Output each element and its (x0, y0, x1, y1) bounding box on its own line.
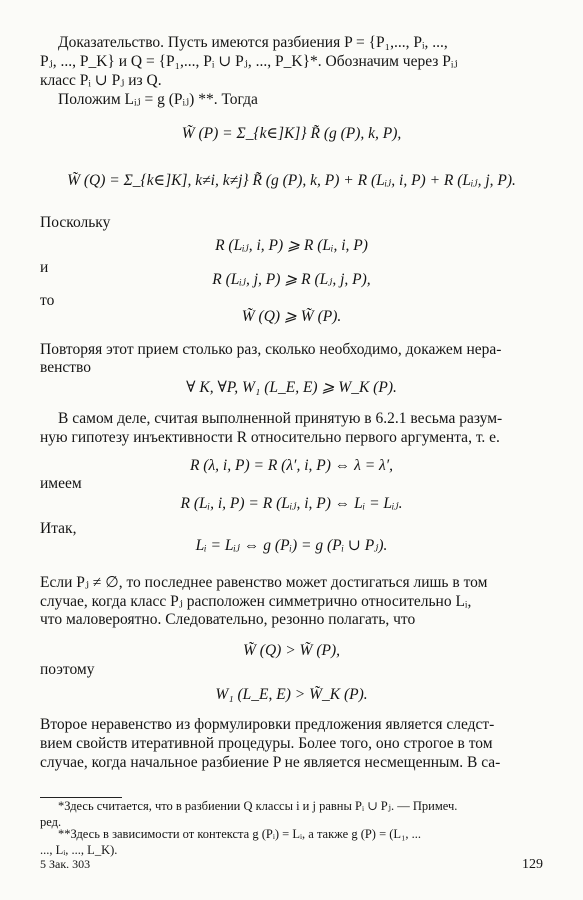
text-line: класс Pᵢ ∪ Pⱼ из Q. (40, 72, 162, 89)
text-line: имеем (40, 475, 82, 492)
text-line: Второе неравенство из формулировки предложения является следст- (40, 716, 495, 733)
equation: W̃ (Q) > W̃ (P), (243, 642, 340, 659)
equation: R (Lᵢⱼ, j, P) ⩾ R (Lⱼ, j, P), (212, 271, 371, 288)
text-line: Доказательство. Пусть имеются разбиения P = {P₁,..., Pᵢ, ..., (58, 34, 448, 51)
text-line: что маловероятно. Следовательно, резонно полагать, что (40, 611, 416, 628)
equation: R (λ, i, P) = R (λ′, i, P) ⇔ λ = λ′, (189, 457, 394, 474)
text-line: Итак, (40, 520, 77, 537)
equation: W̃ (Q) ⩾ W̃ (P). (241, 308, 342, 325)
equation: ∀ K, ∀P, W₁ (L_E, E) ⩾ W_K (P). (186, 379, 397, 396)
equation: W₁ (L_E, E) > W̃_K (P). (215, 686, 368, 703)
footnote: ред. (40, 815, 62, 829)
text-line: Pⱼ, ..., P_K} и Q = {P₁,..., Pᵢ ∪ Pⱼ, ..., P_K}*. Обозначим через Pᵢⱼ (40, 53, 458, 70)
equation: W̃ (Q) = Σ_{k∈]K], k≠i, k≠j} R̃ (g (P), k, P) + R (Lᵢⱼ, i, P) + R (Lᵢⱼ, j, P). (67, 172, 516, 189)
text-line: ную гипотезу инъективности R относительно первого аргумента, т. е. (40, 429, 500, 446)
printer-signature: 5 Зак. 303 (40, 857, 91, 871)
equation: W̃ (P) = Σ_{k∈]K]} R̃ (g (P), k, P), (181, 125, 402, 142)
page-number: 129 (522, 857, 543, 872)
text-line: случае, когда начальное разбиение P не является несмещенным. В са- (40, 754, 501, 771)
equation: R (Lᵢ, i, P) = R (Lᵢⱼ, i, P) ⇔ Lᵢ = Lᵢⱼ. (180, 495, 403, 512)
text-line: Поскольку (40, 214, 111, 231)
equation: Lᵢ = Lᵢⱼ ⇔ g (Pᵢ) = g (Pᵢ ∪ Pⱼ). (195, 537, 388, 554)
text-line: то (40, 292, 55, 309)
text-line: В самом деле, считая выполненной принятую в 6.2.1 весьма разум- (58, 410, 503, 427)
text-line: Повторяя этот прием столько раз, сколько необходимо, докажем нера- (40, 341, 502, 358)
text-line: венство (40, 359, 92, 376)
text-line: Положим Lᵢⱼ = g (Pᵢⱼ) **. Тогда (58, 91, 258, 108)
text-line: Если Pⱼ ≠ ∅, то последнее равенство может достигаться лишь в том (40, 574, 488, 591)
footnote: *Здесь считается, что в разбиении Q классы i и j равны Pᵢ ∪ Pⱼ. — Примеч. (58, 799, 458, 813)
text-line: поэтому (40, 661, 95, 678)
equation: R (Lᵢⱼ, i, P) ⩾ R (Lᵢ, i, P) (215, 237, 368, 254)
text-line: вием свойств итеративной процедуры. Более того, оно строгое в том (40, 735, 493, 752)
footnote: **Здесь в зависимости от контекста g (Pᵢ) = Lᵢ, а также g (P) = (L₁, ... (58, 827, 422, 841)
footnote: ..., Lᵢ, ..., L_K). (40, 843, 118, 857)
text-line: случае, когда класс Pⱼ расположен симметрично относительно Lᵢ, (40, 593, 472, 610)
text-line: и (40, 259, 49, 276)
